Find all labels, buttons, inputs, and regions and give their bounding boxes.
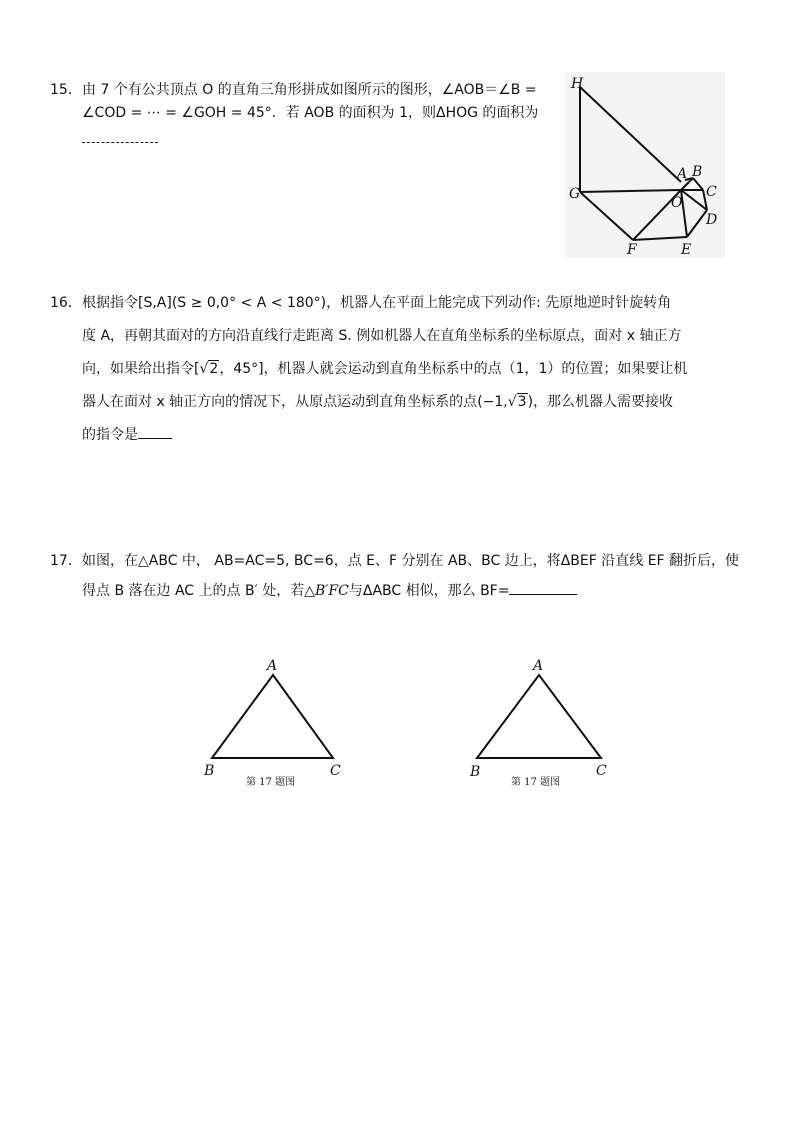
q16-sqrt2: 2: [209, 361, 219, 377]
label-E: E: [681, 242, 692, 258]
q15-number: 15．: [50, 82, 82, 98]
label-O: O: [671, 195, 683, 211]
q17-answer-blank[interactable]: [509, 576, 577, 595]
q17-line2-end: 与ΔABC 相似，那么 BF=: [348, 583, 510, 599]
label-C: C: [706, 184, 717, 200]
q16-line3-start: 向，如果给出指令[: [82, 361, 200, 377]
label-D: D: [706, 212, 718, 228]
q16-line5-text: 的指令是: [82, 427, 138, 443]
triangle-abc-copy: [477, 675, 601, 758]
q16-number: 16．: [50, 295, 82, 311]
q16-point-end: ): [527, 394, 534, 410]
q16-sqrt3: 3: [517, 394, 527, 410]
q17-triangle-bfc: △B′FC: [304, 583, 349, 599]
q16-line3-end: ，45°]，机器人就会运动到直角坐标系中的点（1，1）的位置；如果要让机: [219, 361, 688, 377]
q17-text-line2: [82, 575, 577, 608]
q16-text-line4: 器人在面对 x 轴正方向的情况下，从原点运动到直角坐标系的点(−1,√3)，那么机器人需要接收: [82, 394, 674, 410]
q16-point-start: (−1,: [477, 394, 508, 410]
fig-right-label-C: C: [596, 763, 607, 779]
q16-answer-blank[interactable]: [138, 420, 172, 439]
q16-text-line1: 根据指令[S,A](S ≥ 0,0° < A < 180°)，机器人在平面上能完成下列动作: 先原地逆时针旋转角: [82, 295, 672, 311]
q15-answer-blank[interactable]: [82, 130, 158, 143]
q17-figure-right: [465, 655, 610, 790]
q15-figure: [565, 72, 725, 258]
fig-right-label-B: B: [470, 764, 481, 780]
label-H: H: [571, 76, 584, 92]
q17-text-line1: 如图，在△ABC 中， AB=AC=5, BC=6，点 E、F 分别在 AB、BC 边上，将ΔBEF 沿直线 EF 翻折后，使: [82, 553, 740, 569]
q16-line4-end: ，那么机器人需要接收: [533, 394, 674, 410]
q17-number: 17．: [50, 553, 82, 569]
label-B: B: [692, 164, 703, 180]
fig-right-label-A: A: [533, 658, 544, 674]
q16-text-line2: 度 A，再朝其面对的方向沿直线行走距离 S. 例如机器人在直角坐标系的坐标原点，面对 x 轴正方: [82, 328, 682, 344]
q16-text-line3: 向，如果给出指令[√2，45°]，机器人就会运动到直角坐标系中的点（1，1）的位置；如果要让机: [82, 361, 688, 377]
q16-text-line5: [82, 419, 172, 452]
label-A: A: [677, 166, 688, 182]
q17-figure-left: [200, 655, 345, 790]
fig-left-label-C: C: [330, 763, 341, 779]
fig-left-label-B: B: [204, 763, 215, 779]
q16-line4-start: 器人在面对 x 轴正方向的情况下，从原点运动到直角坐标系的点: [82, 394, 478, 410]
label-F: F: [627, 242, 637, 258]
fig-left-caption: 第 17 题图: [246, 777, 296, 788]
triangle-abc: [212, 675, 333, 758]
fig-left-label-A: A: [267, 658, 278, 674]
q15-text-line2: ∠COD = ⋯ = ∠GOH = 45°．若 AOB 的面积为 1，则ΔHOG 的面积为: [82, 105, 539, 121]
q17-line2-start: 得点 B 落在边 AC 上的点 B′ 处，若: [82, 583, 305, 599]
q15-text-line1: 由 7 个有公共顶点 O 的直角三角形拼成如图所示的图形，∠AOB＝∠B =: [82, 82, 537, 98]
label-G: G: [569, 186, 581, 202]
fig-right-caption: 第 17 题图: [511, 777, 561, 788]
